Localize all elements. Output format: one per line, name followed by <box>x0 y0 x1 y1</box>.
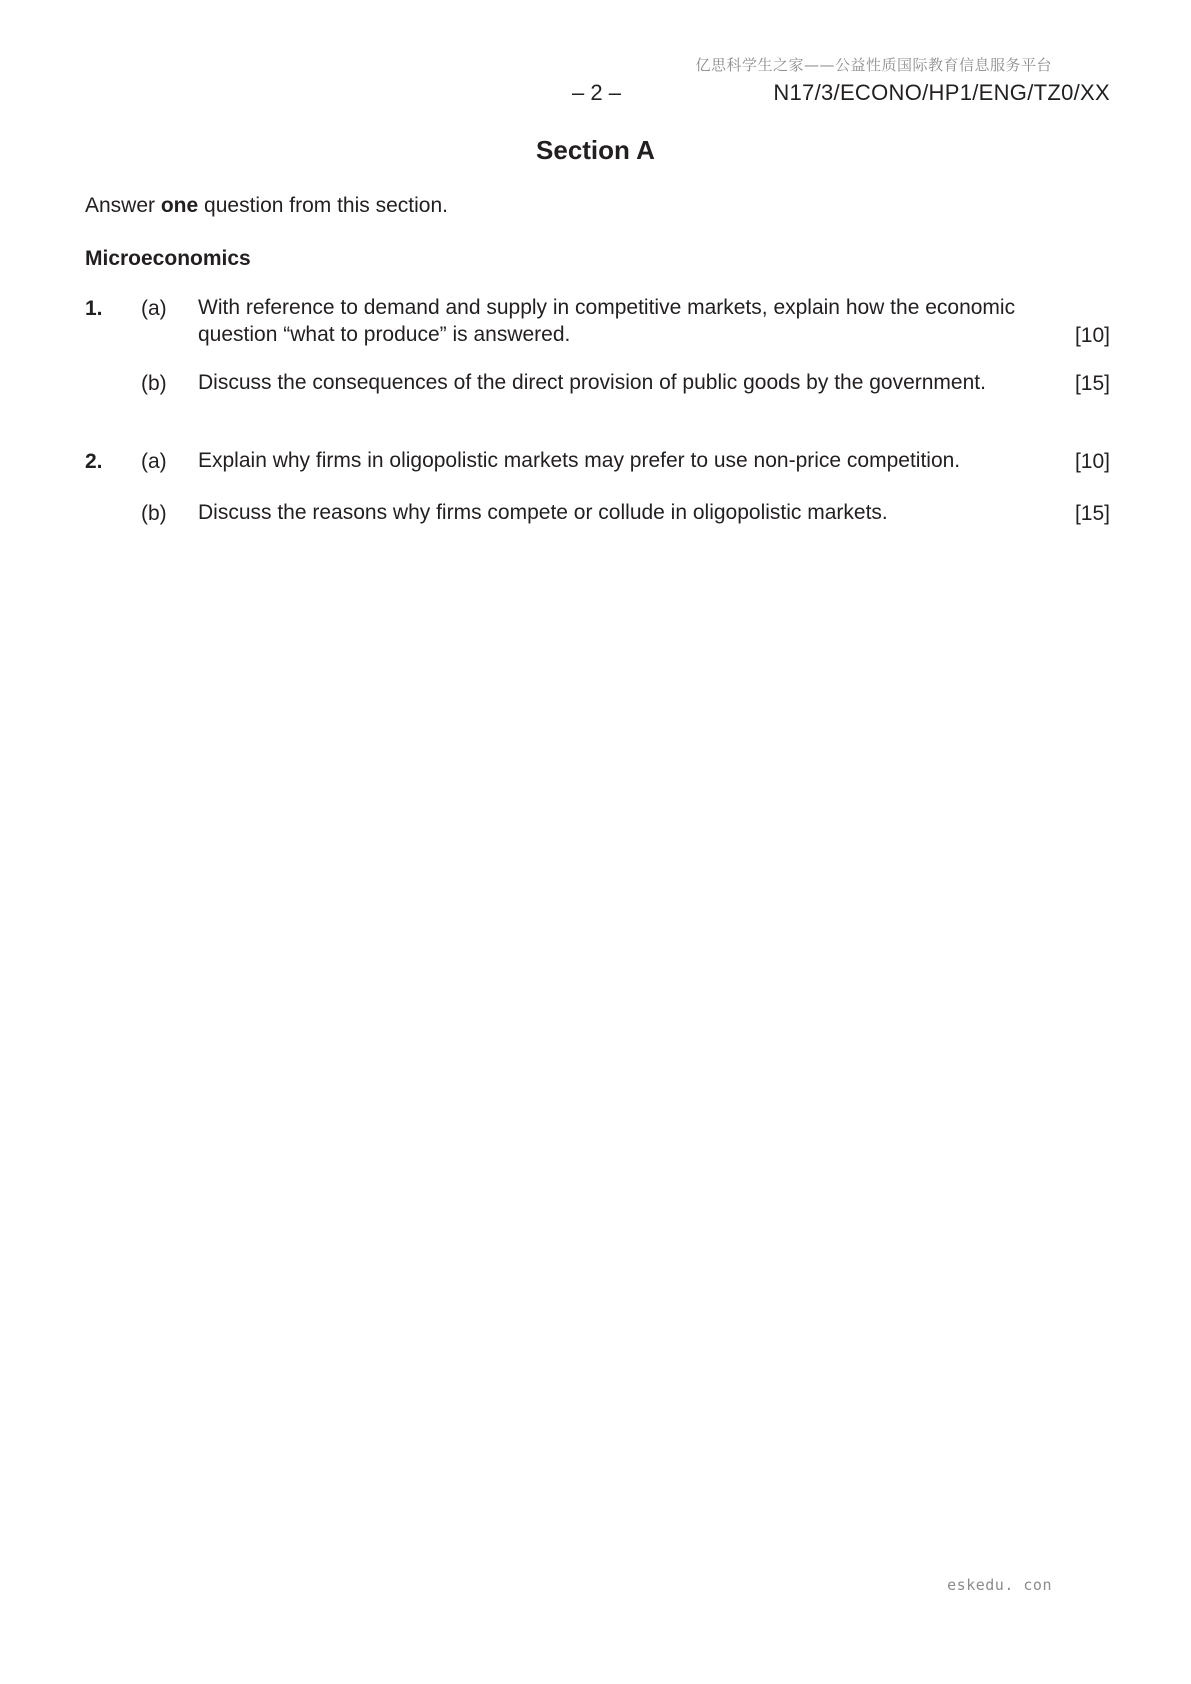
instruction-text-start: Answer <box>85 194 161 217</box>
instruction-text-end: question from this section. <box>198 194 448 217</box>
question-marks: [15] <box>1074 502 1110 525</box>
question-part-label: (b) <box>141 502 167 525</box>
instruction-emphasis: one <box>160 194 199 217</box>
question-text: With reference to demand and supply in competitive markets, explain how the economic question “what to produce” is answered. <box>198 296 1016 346</box>
section-instruction <box>85 194 448 218</box>
paper-code: N17/3/ECONO/HP1/ENG/TZ0/XX <box>773 80 1110 105</box>
question-text: Discuss the consequences of the direct provision of public goods by the government. <box>198 371 986 394</box>
watermark-top: 亿思科学生之家——公益性质国际教育信息服务平台 <box>695 56 1052 74</box>
question-text: Explain why firms in oligopolistic markets may prefer to use non-price competition. <box>198 449 961 472</box>
question-part-label: (a) <box>141 297 167 320</box>
question-number: 2. <box>85 450 103 473</box>
watermark-bottom: eskedu. con <box>947 1576 1052 1594</box>
question-marks: [10] <box>1074 450 1110 473</box>
question-marks: [15] <box>1074 372 1110 395</box>
question-part-label: (b) <box>141 372 167 395</box>
topic-heading: Microeconomics <box>85 247 251 270</box>
section-title: Section A <box>536 135 655 165</box>
page-number: – 2 – <box>572 80 621 105</box>
question-text: Discuss the reasons why firms compete or collude in oligopolistic markets. <box>198 501 888 524</box>
question-marks: [10] <box>1074 324 1110 347</box>
question-part-label: (a) <box>141 450 167 473</box>
question-number: 1. <box>85 297 103 320</box>
